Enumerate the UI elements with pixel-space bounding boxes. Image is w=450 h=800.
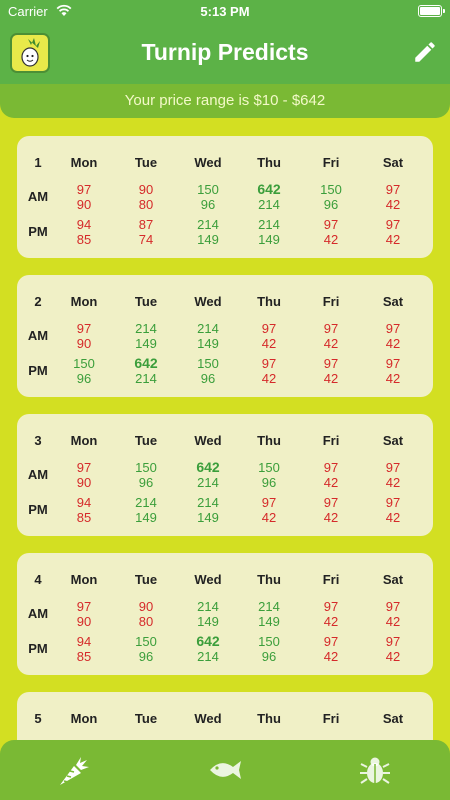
price-max: 150 [197,356,219,371]
price-cell [118,321,174,351]
price-max: 94 [76,634,92,649]
price-cell [303,599,359,629]
clock: 5:13 PM [200,4,250,19]
price-cell [241,495,297,525]
day-header-mon: Mon [70,572,98,587]
price-cell [241,356,297,386]
price-cell [180,634,236,664]
price-min: 42 [323,475,339,490]
price-min: 42 [323,649,339,664]
day-header-sat: Sat [382,294,404,309]
pattern-index: 2 [34,294,42,309]
prediction-card[interactable] [17,136,433,258]
price-max: 642 [134,355,158,371]
pattern-index: 1 [34,155,42,170]
price-min: 80 [138,614,154,629]
price-cell [303,217,359,247]
price-min: 90 [76,197,92,212]
price-min: 149 [197,614,219,629]
price-min: 214 [258,197,280,212]
price-min: 42 [385,510,401,525]
pm-label: PM [28,502,48,517]
day-header-mon: Mon [70,155,98,170]
day-header-wed: Wed [194,572,222,587]
price-max: 97 [76,599,92,614]
price-max: 97 [323,321,339,336]
price-min: 42 [385,475,401,490]
price-max: 642 [196,633,220,649]
price-min: 80 [138,197,154,212]
price-max: 150 [258,634,280,649]
status-bar [0,0,450,22]
price-min: 149 [197,232,219,247]
price-max: 642 [257,181,281,197]
carrier-label: Carrier [8,4,48,19]
price-max: 150 [197,182,219,197]
am-label: AM [27,189,49,204]
price-cell [56,599,112,629]
price-max: 97 [323,356,339,371]
price-max: 150 [320,182,342,197]
day-header-fri: Fri [322,294,340,309]
price-min: 85 [76,649,92,664]
carrot-icon[interactable] [54,752,94,788]
price-min: 149 [135,510,157,525]
price-min: 42 [323,336,339,351]
day-header-sat: Sat [382,572,404,587]
price-max: 97 [323,217,339,232]
price-max: 97 [323,495,339,510]
price-min: 96 [138,649,154,664]
battery-icon [418,5,442,17]
pattern-index: 5 [34,711,42,726]
price-min: 149 [197,510,219,525]
price-max: 97 [76,460,92,475]
price-cell [365,217,421,247]
day-header-fri: Fri [322,433,340,448]
price-cell [118,634,174,664]
price-cell [180,321,236,351]
price-cell [303,321,359,351]
day-header-tue: Tue [134,294,158,309]
day-header-mon: Mon [70,433,98,448]
day-header-sat: Sat [382,711,404,726]
price-max: 97 [261,321,277,336]
price-cell [241,460,297,490]
price-max: 150 [258,460,280,475]
price-cell [180,182,236,212]
day-header-wed: Wed [194,711,222,726]
price-cell [241,599,297,629]
pm-label: PM [28,224,48,239]
price-cell [365,182,421,212]
tab-bar [0,740,450,800]
price-max: 150 [135,634,157,649]
price-range-banner: Your price range is $10 - $642 [0,84,450,118]
price-cell [56,460,112,490]
price-cell [365,634,421,664]
price-max: 214 [135,495,157,510]
pm-label: PM [28,641,48,656]
price-cell [180,460,236,490]
price-max: 214 [197,217,219,232]
price-min: 42 [261,510,277,525]
price-min: 149 [258,614,280,629]
price-min: 96 [261,649,277,664]
price-max: 97 [385,599,401,614]
day-header-fri: Fri [322,155,340,170]
day-header-wed: Wed [194,294,222,309]
price-cell [241,217,297,247]
price-min: 42 [323,371,339,386]
fish-icon[interactable] [205,752,245,788]
price-min: 85 [76,510,92,525]
price-max: 214 [258,217,280,232]
price-cell [303,182,359,212]
price-max: 90 [138,599,154,614]
price-max: 97 [261,495,277,510]
price-cell [241,321,297,351]
price-max: 97 [385,634,401,649]
edit-pencil-icon[interactable] [412,39,438,65]
price-cell [118,356,174,386]
price-cell [303,495,359,525]
price-max: 214 [135,321,157,336]
day-header-thu: Thu [257,294,281,309]
price-cell [180,356,236,386]
am-label: AM [27,606,49,621]
am-label: AM [27,467,49,482]
price-min: 214 [197,475,219,490]
price-min: 42 [261,336,277,351]
day-header-thu: Thu [257,433,281,448]
price-min: 42 [323,232,339,247]
price-max: 97 [323,460,339,475]
day-header-tue: Tue [134,433,158,448]
price-max: 97 [323,599,339,614]
pattern-index: 3 [34,433,42,448]
day-header-tue: Tue [134,572,158,587]
price-cell [365,599,421,629]
price-cell [118,460,174,490]
price-max: 97 [385,182,401,197]
price-min: 42 [385,232,401,247]
price-cell [118,217,174,247]
price-max: 214 [197,599,219,614]
price-min: 214 [197,649,219,664]
price-min: 42 [323,510,339,525]
pattern-index: 4 [34,572,42,587]
price-min: 90 [76,475,92,490]
price-max: 214 [197,321,219,336]
price-min: 85 [76,232,92,247]
price-cell [365,495,421,525]
price-cell [56,356,112,386]
predictions-list[interactable] [0,118,450,740]
price-cell [56,182,112,212]
day-header-tue: Tue [134,711,158,726]
price-min: 96 [138,475,154,490]
price-max: 94 [76,217,92,232]
price-cell [180,495,236,525]
price-max: 642 [196,459,220,475]
day-header-mon: Mon [70,711,98,726]
price-max: 97 [76,321,92,336]
price-min: 96 [323,197,339,212]
price-min: 96 [261,475,277,490]
day-header-thu: Thu [257,155,281,170]
day-header-wed: Wed [194,433,222,448]
price-cell [365,460,421,490]
price-min: 96 [76,371,92,386]
price-max: 97 [385,321,401,336]
prediction-card[interactable] [17,275,433,397]
prediction-card[interactable] [17,414,433,536]
price-cell [56,321,112,351]
prediction-card[interactable] [17,553,433,675]
bug-icon[interactable] [355,752,395,788]
price-min: 90 [76,336,92,351]
am-label: AM [27,328,49,343]
price-max: 87 [138,217,154,232]
price-max: 97 [261,356,277,371]
price-min: 42 [323,614,339,629]
price-cell [303,460,359,490]
price-cell [241,634,297,664]
price-max: 97 [385,495,401,510]
price-cell [180,599,236,629]
price-max: 97 [323,634,339,649]
price-max: 214 [197,495,219,510]
day-header-mon: Mon [70,294,98,309]
price-min: 42 [261,371,277,386]
day-header-wed: Wed [194,155,222,170]
price-min: 42 [385,614,401,629]
price-min: 74 [138,232,154,247]
price-max: 214 [258,599,280,614]
price-min: 214 [135,371,157,386]
day-header-thu: Thu [257,572,281,587]
price-min: 149 [197,336,219,351]
day-header-thu: Thu [257,711,281,726]
price-cell [118,495,174,525]
price-max: 150 [135,460,157,475]
price-min: 42 [385,649,401,664]
price-min: 149 [135,336,157,351]
price-cell [118,182,174,212]
day-header-tue: Tue [134,155,158,170]
day-header-fri: Fri [322,572,340,587]
price-max: 97 [76,182,92,197]
price-cell [241,182,297,212]
price-min: 149 [258,232,280,247]
price-min: 90 [76,614,92,629]
day-header-sat: Sat [382,433,404,448]
day-header-fri: Fri [322,711,340,726]
price-cell [303,356,359,386]
price-cell [56,495,112,525]
price-cell [180,217,236,247]
price-max: 150 [73,356,95,371]
day-header-sat: Sat [382,155,404,170]
price-max: 94 [76,495,92,510]
price-max: 97 [385,217,401,232]
price-cell [365,321,421,351]
prediction-card[interactable] [17,692,433,740]
price-cell [365,356,421,386]
price-min: 96 [200,371,216,386]
price-min: 42 [385,336,401,351]
price-cell [303,634,359,664]
price-cell [118,599,174,629]
page-title: Turnip Predicts [141,39,309,65]
price-cell [56,634,112,664]
price-min: 42 [385,197,401,212]
price-min: 42 [385,371,401,386]
price-max: 90 [138,182,154,197]
pm-label: PM [28,363,48,378]
price-cell [56,217,112,247]
price-max: 97 [385,460,401,475]
price-min: 96 [200,197,216,212]
price-max: 97 [385,356,401,371]
nav-bar [0,22,450,84]
